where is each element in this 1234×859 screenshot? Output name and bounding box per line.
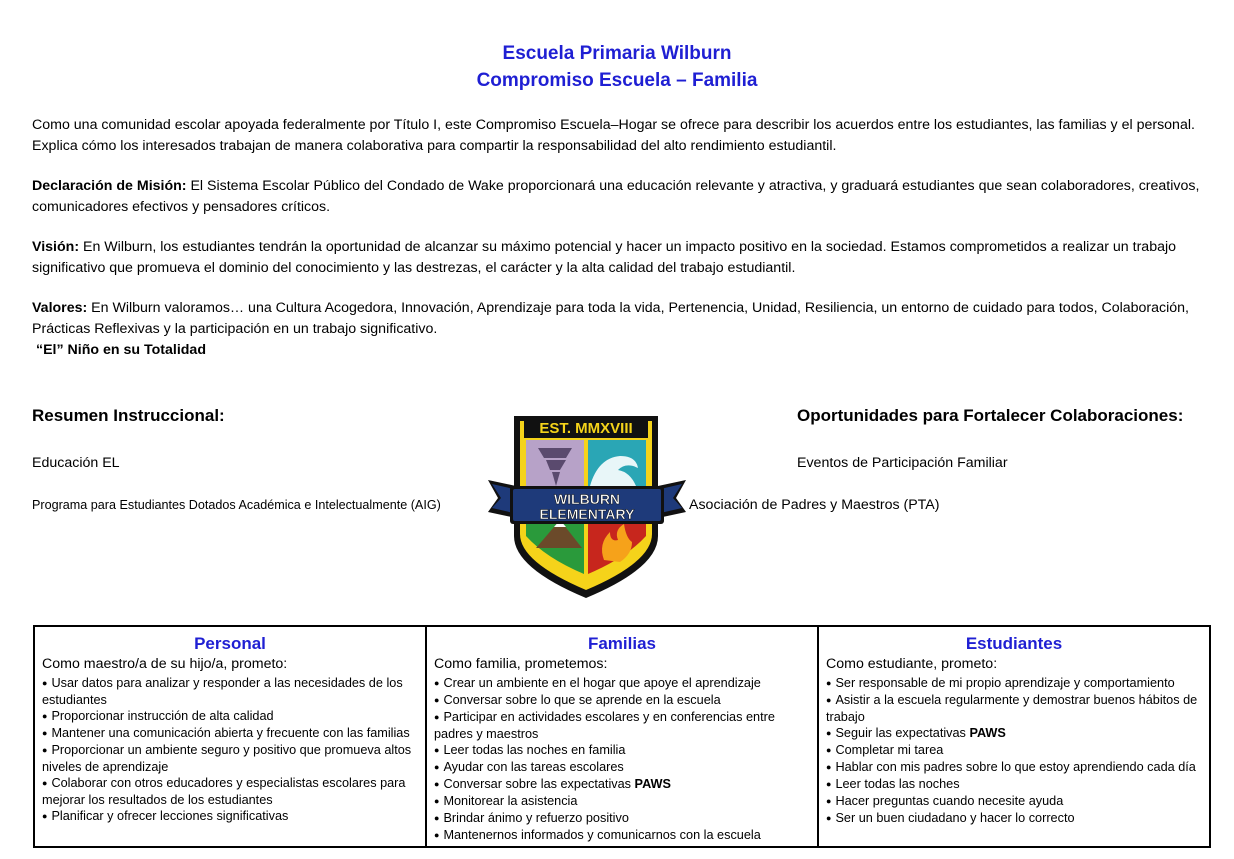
crest-est-text: EST. MMXVIII (539, 420, 633, 437)
list-item: ● Usar datos para analizar y responder a las necesidades de los estudiantes (42, 675, 418, 708)
personal-title: Personal (194, 634, 266, 653)
mission-label: Declaración de Misión: (32, 178, 187, 194)
list-item: ● Asistir a la escuela regularmente y demostrar buenos hábitos de trabajo (826, 692, 1202, 725)
list-item: ● Leer todas las noches (826, 776, 1202, 793)
mission-paragraph (32, 176, 1202, 218)
personal-list (42, 675, 418, 825)
list-item: ● Ser responsable de mi propio aprendizaje y comportamiento (826, 675, 1202, 692)
partnership-item-events: Eventos de Participación Familiar (797, 455, 1008, 471)
list-item: ● Leer todas las noches en familia (434, 742, 810, 759)
list-item: ● Mantenernos informados y comunicarnos con la escuela (434, 827, 810, 844)
list-item: ● Mantener una comunicación abierta y frecuente con las familias (42, 725, 418, 742)
list-item: ● Participar en actividades escolares y en conferencias entre padres y maestros (434, 709, 810, 742)
partnership-item-pta: Asociación de Padres y Maestros (PTA) (689, 497, 940, 513)
instructional-heading: Resumen Instruccional: (32, 406, 225, 425)
students-column (818, 626, 1210, 847)
list-item: ● Hablar con mis padres sobre lo que estoy aprendiendo cada día (826, 759, 1202, 776)
school-crest-logo (486, 408, 688, 602)
families-list (434, 675, 810, 844)
partnerships-heading: Oportunidades para Fortalecer Colaboraciones: (797, 406, 1184, 425)
list-item: ● Planificar y ofrecer lecciones significativas (42, 808, 418, 825)
list-item: ● Seguir las expectativas PAWS (826, 725, 1202, 742)
students-intro: Como estudiante, prometo: (826, 656, 998, 672)
list-item: ● Ayudar con las tareas escolares (434, 759, 810, 776)
students-title: Estudiantes (965, 634, 1063, 653)
families-title: Familias (587, 634, 657, 653)
compact-table (33, 625, 1211, 848)
mission-text: El Sistema Escolar Público del Condado de Wake proporcionará una educación relevante y atractiva, y graduará estudiantes que sean colaboradores, creativos, comunicadores efectivos y pensadores críticos. (32, 178, 1200, 215)
list-item: ● Colaborar con otros educadores y especialistas escolares para mejorar los resultados de los estudiantes (42, 775, 418, 808)
personal-intro: Como maestro/a de su hijo/a, prometo: (42, 656, 288, 672)
list-item: ● Hacer preguntas cuando necesite ayuda (826, 793, 1202, 810)
list-item: ● Conversar sobre lo que se aprende en la escuela (434, 692, 810, 709)
vision-text: En Wilburn, los estudiantes tendrán la oportunidad de alcanzar su máximo potencial y hacer un impacto positivo en la sociedad. Estamos comprometidos a realizar un trabajo significativo que promueva el dominio del conocimiento y las destrezas, el carácter y la alta calidad del trabajo estudiantil. (32, 239, 1177, 276)
crest-banner-line1: WILBURN (553, 491, 621, 507)
list-item: ● Monitorear la asistencia (434, 793, 810, 810)
list-item: ● Proporcionar instrucción de alta calidad (42, 708, 418, 725)
school-name-title: Escuela Primaria Wilburn (502, 43, 732, 64)
families-intro: Como familia, prometemos: (434, 656, 608, 672)
values-label: Valores: (32, 300, 88, 316)
list-item: ● Crear un ambiente en el hogar que apoye el aprendizaje (434, 675, 810, 692)
intro-paragraph: Como una comunidad escolar apoyada federalmente por Título I, este Compromiso Escuela–Hogar se ofrece para describir los acuerdos entre los estudiantes, las familias y el personal. Explica cómo los interesados trabajan de manera colaborativa para compartir la responsabilidad del alto rendimiento estudiantil. (32, 117, 1195, 154)
values-text: En Wilburn valoramos… una Cultura Acogedora, Innovación, Aprendizaje para toda la vida, Pertenencia, Unidad, Resiliencia, un entorno de cuidado para todos, Colaboración, Prácticas Reflexivas y la participación en un trabajo significativo. (32, 300, 1189, 337)
list-item: ● Proporcionar un ambiente seguro y positivo que promueva altos niveles de aprendizaje (42, 742, 418, 775)
crest-banner-line2: ELEMENTARY (539, 506, 635, 522)
instructional-item-el: Educación EL (32, 455, 120, 471)
instructional-item-aig: Programa para Estudiantes Dotados Académica e Intelectualmente (AIG) (32, 498, 441, 512)
students-list (826, 675, 1202, 827)
list-item: ● Ser un buen ciudadano y hacer lo correcto (826, 810, 1202, 827)
compact-title: Compromiso Escuela – Familia (476, 70, 758, 91)
vision-paragraph (32, 237, 1202, 279)
families-column (426, 626, 818, 847)
list-item: ● Completar mi tarea (826, 742, 1202, 759)
motto: “El” Niño en su Totalidad (36, 342, 206, 358)
vision-label: Visión: (32, 239, 80, 255)
values-paragraph (32, 298, 1202, 340)
personal-column (34, 626, 426, 847)
list-item: ● Conversar sobre las expectativas PAWS (434, 776, 810, 793)
list-item: ● Brindar ánimo y refuerzo positivo (434, 810, 810, 827)
